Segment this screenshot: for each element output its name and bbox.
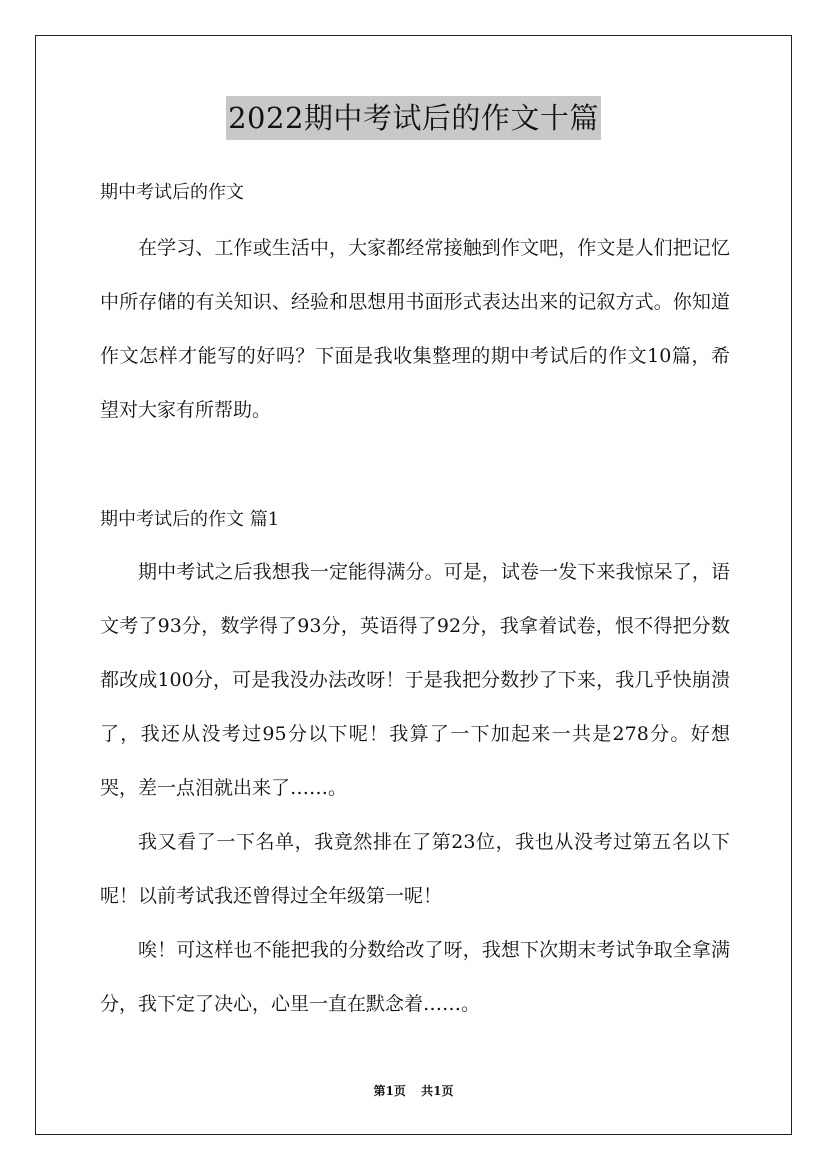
total-pages-label: 共1页 bbox=[421, 1084, 454, 1098]
section1-paragraph-1: 期中考试之后我想我一定能得满分。可是，试卷一发下来我惊呆了，语文考了93分，数学得了93分，英语得了92分，我拿着试卷，恨不得把分数都改成100分，可是我没办法改呀！于是我把分数抄了下来，我几乎快崩溃了，我还从没考过95分以下呢！我算了一下加起来一共是278分。好想哭，差一点泪就出来了……。 bbox=[100, 561, 730, 799]
page-number-label: 第1页 bbox=[373, 1084, 406, 1098]
document-title: 2022期中考试后的作文十篇 bbox=[226, 96, 601, 140]
section1-heading: 期中考试后的作文 篇1 bbox=[100, 509, 280, 530]
section1-body bbox=[100, 545, 730, 1031]
section1-paragraph-2: 我又看了一下名单，我竟然排在了第23位，我也从没考过第五名以下呢！以前考试我还曾得过全年级第一呢！ bbox=[100, 831, 730, 907]
title-container bbox=[0, 96, 827, 140]
intro-heading: 期中考试后的作文 bbox=[100, 182, 244, 203]
intro-paragraph: 在学习、工作或生活中，大家都经常接触到作文吧，作文是人们把记忆中所存储的有关知识、经验和思想用书面形式表达出来的记叙方式。你知道作文怎样才能写的好吗？下面是我收集整理的期中考试后的作文10篇，希望对大家有所帮助。 bbox=[100, 237, 730, 421]
page-footer bbox=[0, 1083, 827, 1099]
section1-paragraph-3: 唉！可这样也不能把我的分数给改了呀，我想下次期末考试争取全拿满分，我下定了决心，心里一直在默念着……。 bbox=[100, 939, 730, 1015]
